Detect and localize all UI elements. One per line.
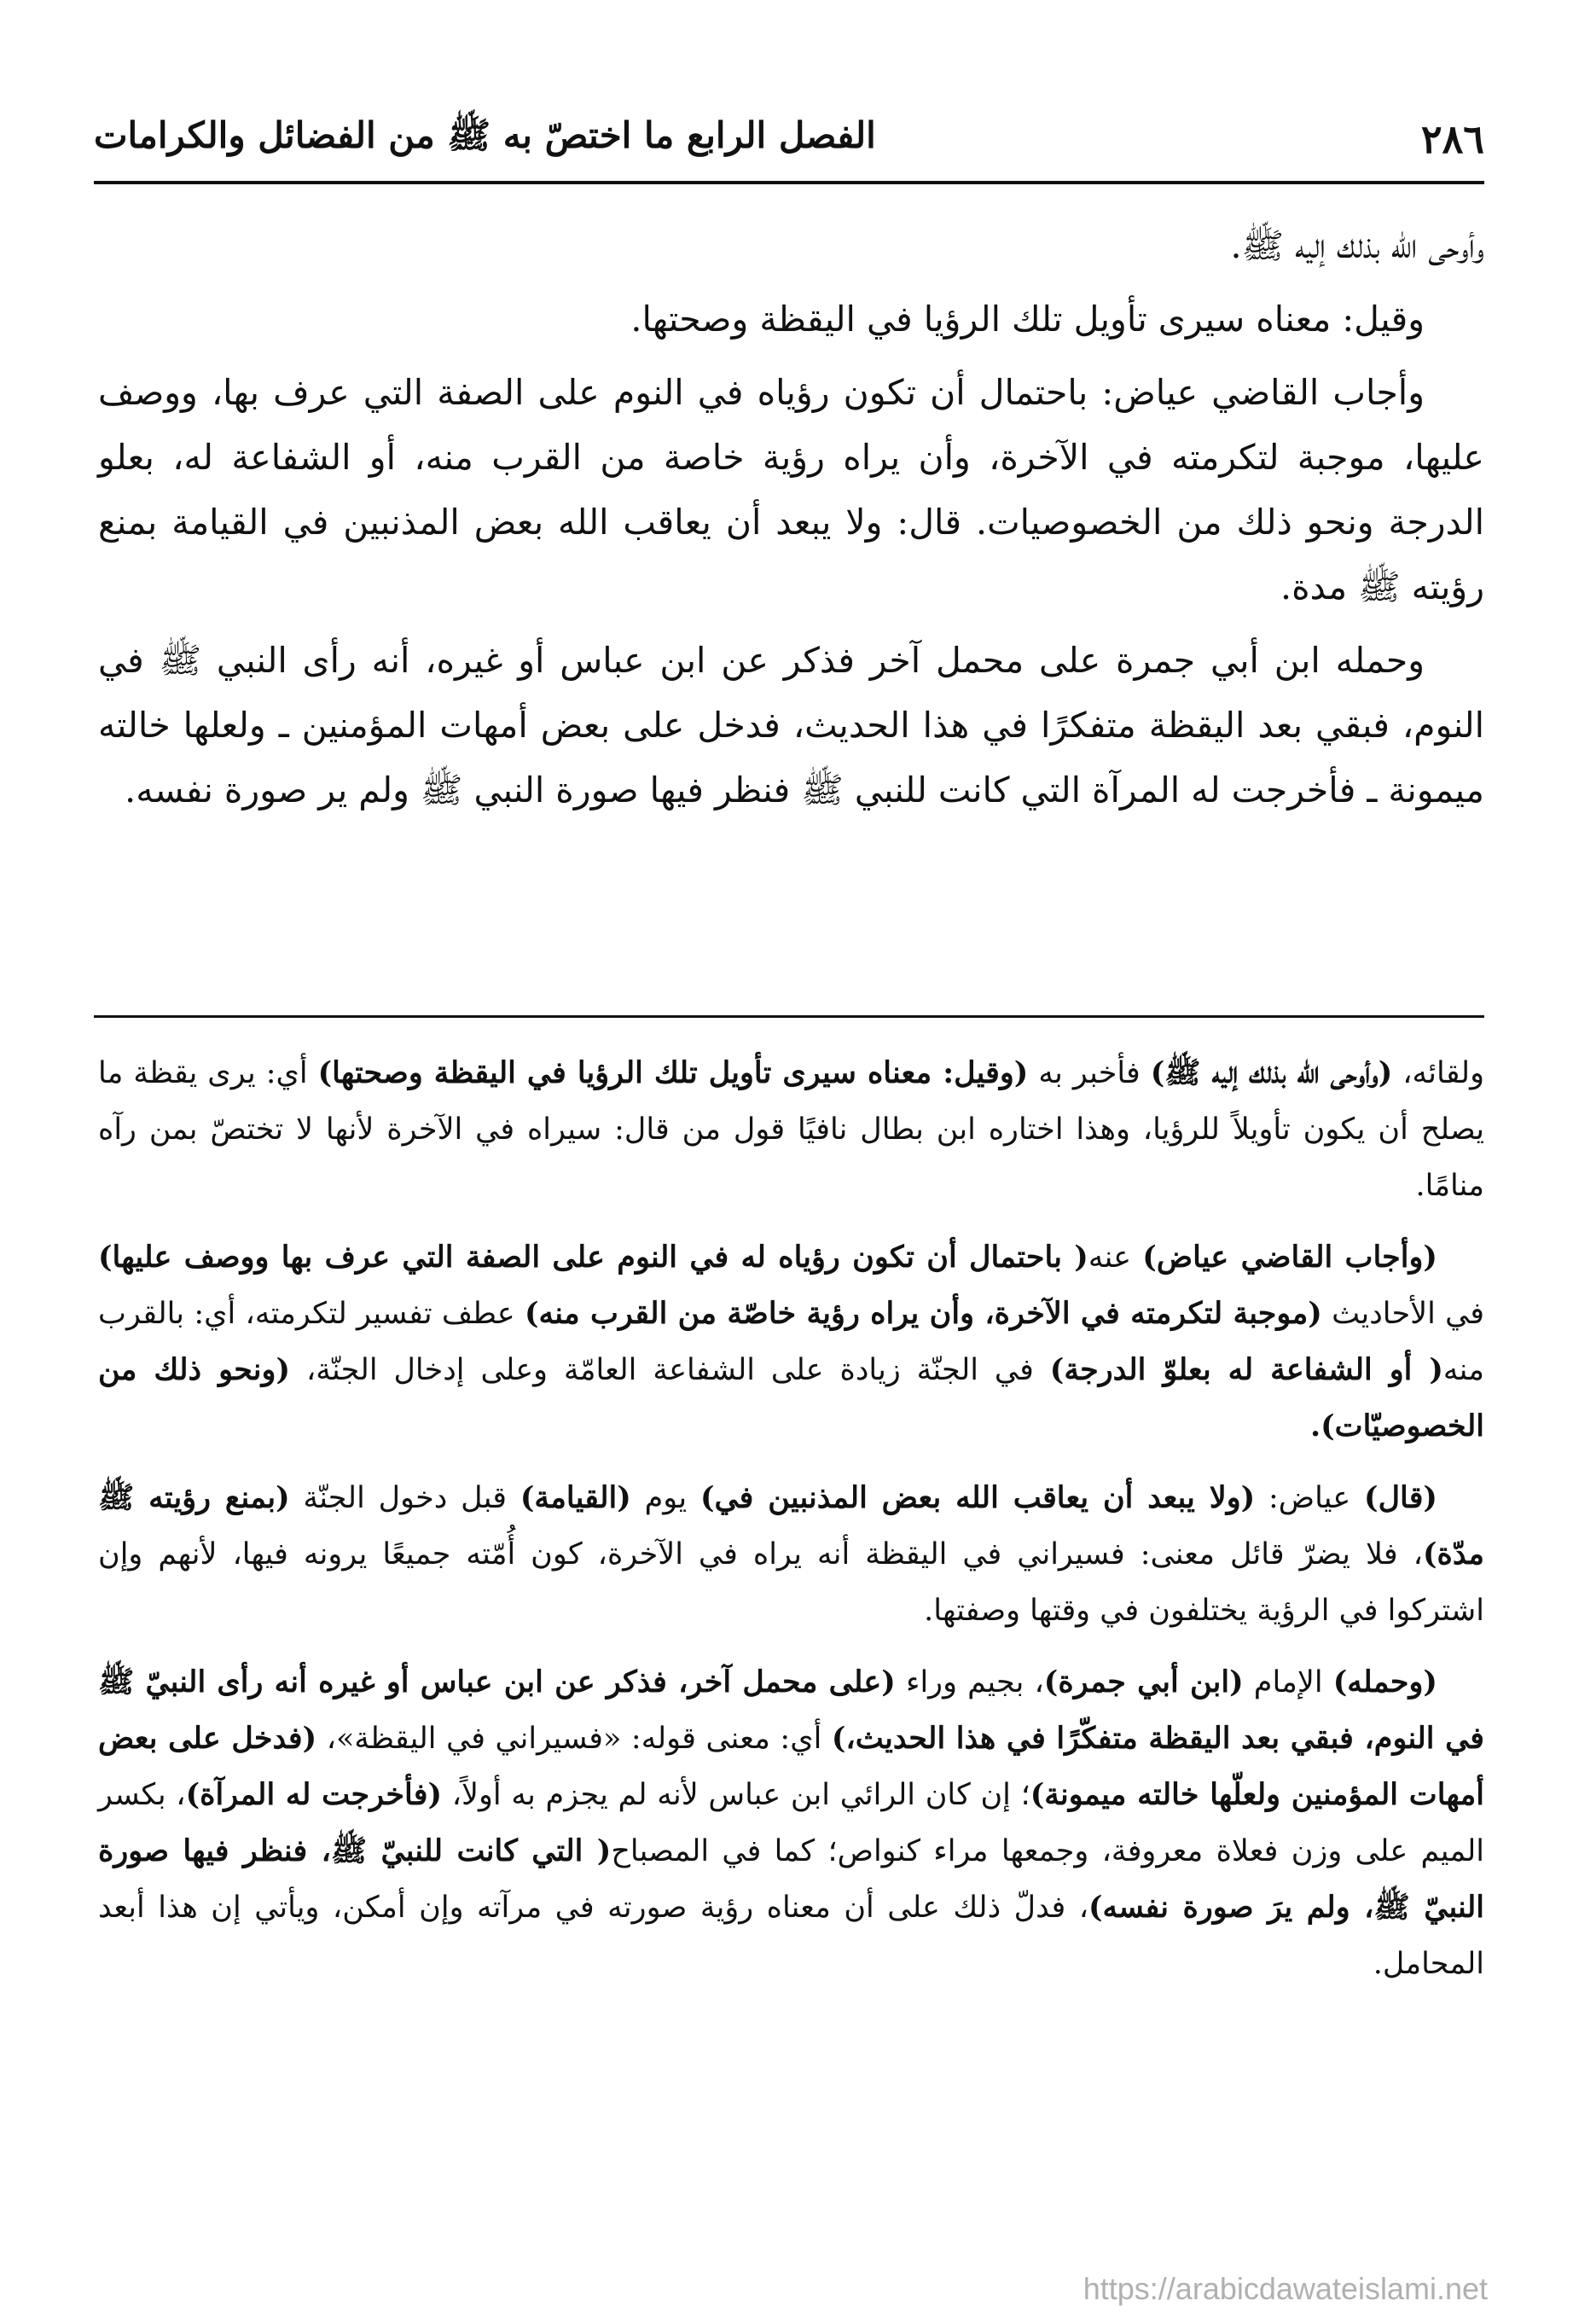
quoted-matn: (القيامة): [519, 1480, 631, 1515]
header-divider: [94, 181, 1484, 184]
quoted-matn: (موجبة لتكرمته في الآخرة، وأن يراه رؤية خاصّة من القرب منه): [524, 1296, 1322, 1331]
commentary-text-run: ، فلا يضرّ قائل معنى: فسيراني في اليقظة أنه يراه في الآخرة، كون أُمّته جميعًا يرونه فيها، لأنهم وإن اشتركوا في الرؤية يختلفون في وقتها وصفتها.: [98, 1537, 1484, 1628]
quoted-matn: ( باحتمال أن تكون رؤياه له في النوم على الصفة التي عرف بها ووصف عليها): [98, 1240, 1088, 1275]
commentary-text-run: ، بجيم وراء: [895, 1665, 1044, 1699]
commentary-paragraph-3: [98, 1470, 1484, 1639]
commentary-text-run: في الجنّة زيادة على الشفاعة العامّة وعلى إدخال الجنّة،: [290, 1353, 1050, 1387]
main-paragraph-3: وأجاب القاضي عياض: باحتمال أن تكون رؤياه في النوم على الصفة التي عرف بها، ووصف عليها، موجبة لتكرمته في الآخرة، وأن يراه رؤية خاصة من القرب منه، أو الشفاعة له، بعلو الدرجة ونحو ذلك من الخصوصيات. قال: ولا يبعد أن يعاقب الله بعض المذنبين في القيامة بمنع رؤيته ﷺ مدة.: [98, 372, 1484, 607]
commentary-text-run: ، بكسر الميم على وزن فعلاة معروفة، وجمعها مراء كنواص؛ كما في المصباح: [98, 1778, 1484, 1868]
page-header: [94, 101, 1484, 177]
quoted-matn: ( أو الشفاعة له بعلوّ الدرجة): [1049, 1352, 1443, 1387]
main-paragraph-2: وقيل: معناه سيرى تأويل تلك الرؤيا في اليقظة وصحتها.: [630, 299, 1425, 340]
quoted-matn: (وقيل: معناه سيرى تأويل تلك الرؤيا في اليقظة وصحتها): [317, 1055, 1029, 1090]
commentary-text-run: في الأحاديث: [1321, 1297, 1484, 1331]
commentary-paragraph-4: [98, 1654, 1484, 1992]
commentary-text-run: أي: معنى قوله: «فسيراني في اليقظة»،: [316, 1722, 832, 1756]
commentary-text-run: يوم: [630, 1481, 700, 1515]
commentary-text-run: أي: يرى يقظة ما يصلح أن يكون تأويلاً للرؤيا، وهذا اختاره ابن بطال نافيًا قول من قال: سيراه في الآخرة لأنها لا تختصّ بمن رآه منامًا.: [98, 1056, 1484, 1203]
commentary-divider: [94, 1015, 1484, 1018]
commentary-paragraph-1: [98, 1045, 1484, 1214]
commentary-text-run: عياض:: [1255, 1481, 1365, 1515]
quoted-matn: (ولا يبعد أن يعاقب الله بعض المذنبين في): [699, 1480, 1256, 1515]
quoted-matn: (ابن أبي جمرة): [1043, 1665, 1244, 1699]
quoted-matn: (فدخل على بعض أمهات المؤمنين ولعلّها خالته ميمونة): [98, 1721, 1485, 1812]
chapter-title: الفصل الرابع ما اختصّ به ﷺ من الفضائل والكرامات: [94, 113, 876, 156]
main-paragraph-1: وأوحى الله بذلك إليه ﷺ.: [1230, 225, 1484, 266]
quoted-matn: (بمنع رؤيته ﷺ مدّة): [98, 1480, 1484, 1572]
main-text: [98, 213, 1484, 831]
quoted-matn: (قال): [1364, 1480, 1437, 1515]
commentary-text-run: قبل دخول الجنّة: [289, 1481, 520, 1515]
commentary-paragraph-2: [98, 1229, 1484, 1455]
commentary-text-run: عنه: [1088, 1240, 1143, 1275]
quoted-matn: (وأجاب القاضي عياض): [1142, 1240, 1437, 1275]
quoted-matn: ( التي كانت للنبيّ ﷺ، فنظر فيها صورة النبيّ ﷺ، ولم يرَ صورة نفسه): [98, 1833, 1484, 1925]
main-paragraph-4: وحمله ابن أبي جمرة على محمل آخر فذكر عن ابن عباس أو غيره، أنه رأى النبي ﷺ في النوم، فبقي بعد اليقظة متفكرًا في هذا الحديث، فدخل على بعض أمهات المؤمنين ـ ولعلها خالته ميمونة ـ فأخرجت له المرآة التي كانت للنبي ﷺ فنظر فيها صورة النبي ﷺ ولم ير صورة نفسه.: [98, 640, 1484, 810]
quoted-matn: (فأخرجت له المرآة): [185, 1777, 443, 1812]
quoted-matn: (على محمل آخر، فذكر عن ابن عباس أو غيره أنه رأى النبيّ ﷺ في النوم، فبقي بعد اليقظة متفكّرًا في هذا الحديث،): [98, 1665, 1484, 1756]
commentary-text-run: ولقائه،: [1392, 1056, 1484, 1090]
quoted-matn: (وأوحى الله بذلك إليه ﷺ): [1150, 1055, 1393, 1090]
commentary-text-run: ؛ إن كان الرائي ابن عباس لأنه لم يجزم به أولاً،: [442, 1778, 1030, 1812]
commentary-text-run: فأخبر به: [1028, 1056, 1151, 1090]
page-number: ٢٨٦: [1420, 116, 1484, 162]
commentary-text-run: عطف تفسير لتكرمته، أي: بالقرب منه: [98, 1297, 1484, 1387]
quoted-matn: (وحمله): [1332, 1665, 1437, 1699]
commentary-text-run: ، فدلّ ذلك على أن معناه رؤية صورته في مرآته وإن أمكن، ويأتي إن هذا أبعد المحامل.: [98, 1891, 1484, 1981]
source-watermark: https://arabicdawateislami.net: [1083, 2271, 1488, 2306]
quoted-matn: (ونحو ذلك من الخصوصيّات).: [98, 1352, 1484, 1444]
commentary-text-run: الإمام: [1243, 1665, 1333, 1699]
commentary-text: [98, 1045, 1484, 2007]
